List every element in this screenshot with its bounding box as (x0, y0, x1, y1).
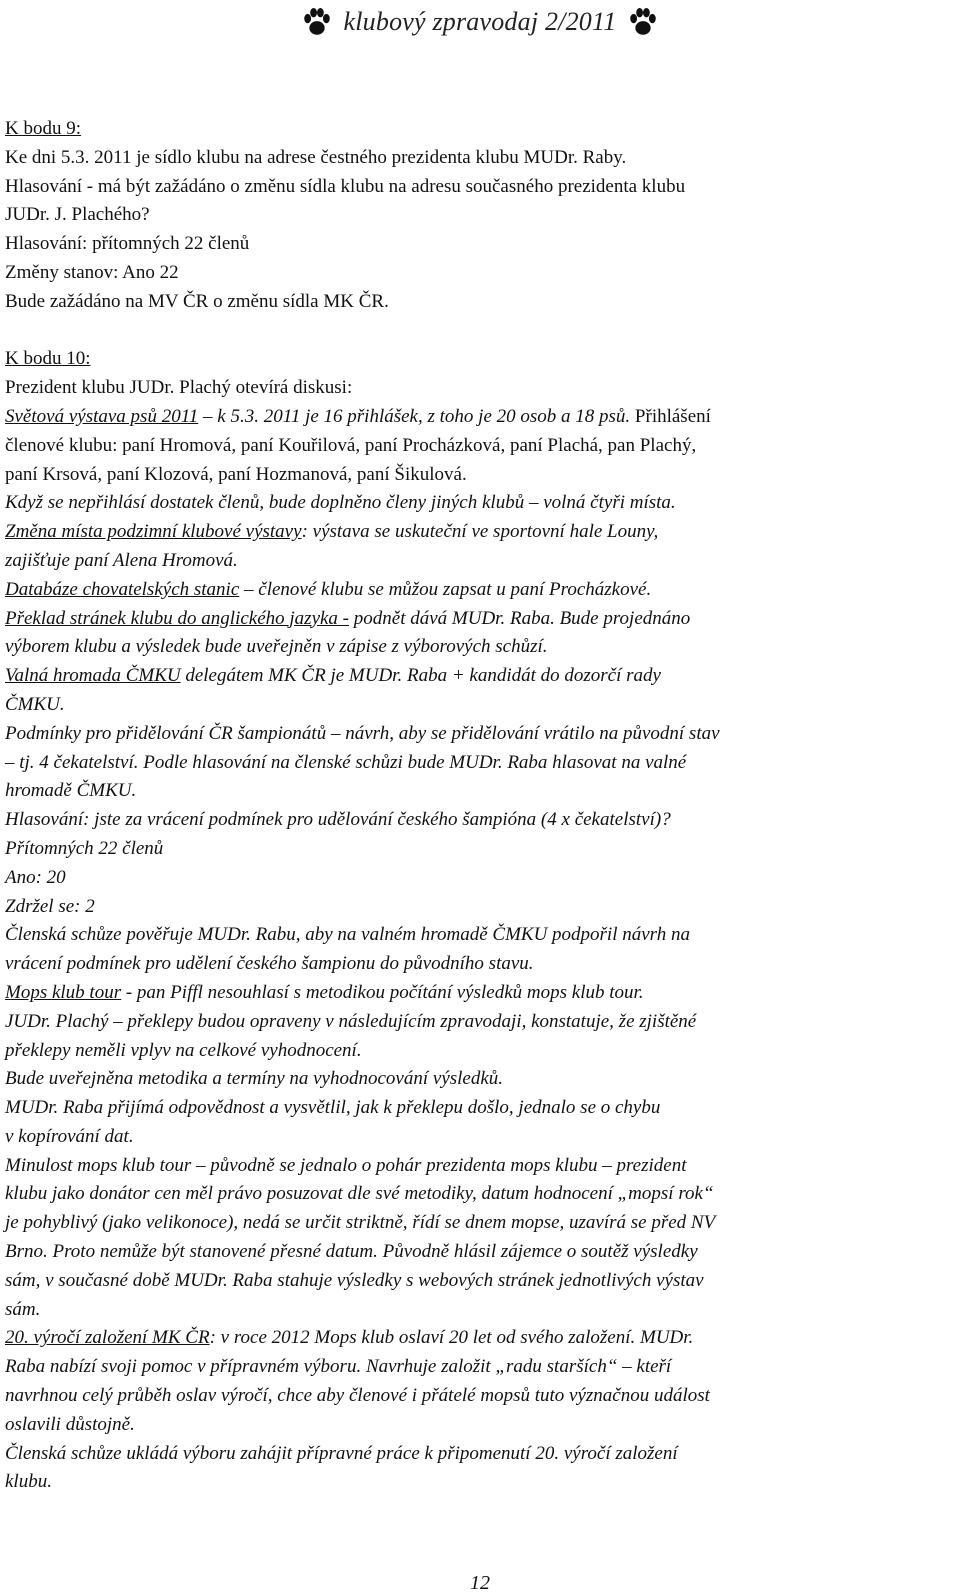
text-line (5, 576, 955, 605)
text-line (5, 806, 955, 835)
text-line (5, 1353, 955, 1382)
text-line (5, 1180, 955, 1209)
text-line (5, 749, 955, 778)
text-line (5, 979, 955, 1008)
text-segment: Minulost mops klub tour – původně se jednalo o pohár prezidenta mops klubu – prezident (5, 1154, 687, 1176)
underlined-heading: K bodu 9: (5, 118, 81, 139)
document-body (5, 115, 955, 1497)
text-line (5, 259, 955, 288)
underlined-heading: Překlad stránek klubu do anglického jazyka - (5, 607, 350, 629)
text-line (5, 201, 955, 230)
text-line (5, 1324, 955, 1353)
underlined-heading: Mops klub tour (5, 981, 122, 1003)
text-line (5, 835, 955, 864)
underlined-heading: Světová výstava psů 2011 (5, 405, 199, 427)
text-line (5, 1238, 955, 1267)
text-segment: je pohyblivý (jako velikonoce), nedá se určit striktně, řídí se dnem mopse, uzavírá se před NV (5, 1212, 716, 1234)
text-line (5, 1296, 955, 1325)
text-segment: delegátem MK ČR je MUDr. Raba + kandidát do dozorčí rady (180, 665, 661, 687)
text-segment: MUDr. Raba přijímá odpovědnost a vysvětlil, jak k překlepu došlo, jednalo se o chybu (5, 1097, 661, 1119)
text-line (5, 893, 955, 922)
text-segment: Hlasování: jste za vrácení podmínek pro udělování českého šampióna (4 x čekatelství)? (5, 809, 671, 831)
text-line (5, 461, 955, 490)
text-segment: Bude uveřejněna metodika a termíny na vyhodnocování výsledků. (5, 1068, 504, 1090)
text-line (5, 950, 955, 979)
text-line (5, 1209, 955, 1238)
text-segment: : výstava se uskuteční ve sportovní hale Louny, (301, 521, 659, 543)
text-segment: ČMKU. (5, 693, 65, 715)
text-segment: JUDr. J. Plachého? (5, 204, 150, 226)
text-segment: klubu. (5, 1471, 52, 1493)
page-number: 12 (470, 1572, 490, 1594)
text-segment: – tj. 4 čekatelství. Podle hlasování na členské schůzi bude MUDr. Raba hlasovat na valné (5, 751, 687, 773)
text-segment: vrácení podmínek pro udělení českého šampionu do původního stavu. (5, 953, 534, 975)
text-line (5, 547, 955, 576)
paw-print-icon (300, 5, 334, 39)
underlined-heading: K bodu 10: (5, 348, 91, 370)
text-segment: Prezident klubu JUDr. Plachý otevírá diskusi: (5, 377, 353, 399)
text-segment: výborem klubu a výsledek bude uveřejněn v zápise z výborových schůzí. (5, 636, 548, 658)
text-line (5, 691, 955, 720)
text-segment: Hlasování - má být zažádáno o změnu sídla klubu na adresu současného prezidenta klubu (5, 175, 686, 197)
text-segment: navrhnou celý průběh oslav výročí, chce aby členové i přátelé mopsů tuto význačnou událost (5, 1385, 710, 1407)
text-line (5, 1440, 955, 1469)
text-line (5, 288, 955, 317)
underlined-heading: Valná hromada ČMKU (5, 665, 181, 687)
text-line (5, 518, 955, 547)
text-line (5, 1411, 955, 1440)
text-segment: Když se nepřihlásí dostatek členů, bude doplněno členy jiných klubů – volná čtyři místa. (5, 492, 676, 514)
text-line (5, 1037, 955, 1066)
text-line (5, 1123, 955, 1152)
underlined-heading: Změna místa podzimní klubové výstavy (5, 521, 302, 543)
text-line (5, 432, 955, 461)
header-title: klubový zpravodaj 2/2011 (343, 7, 617, 36)
text-segment: Zdržel se: 2 (5, 895, 95, 917)
text-line (5, 144, 955, 173)
text-line (5, 374, 955, 403)
text-line (5, 864, 955, 893)
text-segment: hromadě ČMKU. (5, 780, 137, 802)
text-segment: Změny stanov: Ano 22 (5, 261, 179, 283)
text-segment: Hlasování: přítomných 22 členů (5, 233, 250, 255)
text-segment: JUDr. Plachý – překlepy budou opraveny v následujícím zpravodaji, konstatuje, že zjištěné (5, 1010, 697, 1032)
text-segment: klubu jako donátor cen měl právo posuzovat dle své metodiky, datum hodnocení „mopsí rok“ (5, 1183, 714, 1205)
text-segment: – členové klubu se můžou zapsat u paní Procházkové. (239, 578, 652, 600)
text-segment: - pan Piffl nesouhlasí s metodikou počítání výsledků mops klub tour. (121, 981, 644, 1003)
text-segment: Přihlášení (634, 405, 711, 427)
text-line (5, 720, 955, 749)
text-segment: Členská schůze ukládá výboru zahájit přípravné práce k připomenutí 20. výročí založení (5, 1442, 678, 1464)
text-line (5, 662, 955, 691)
text-line (5, 173, 955, 202)
text-line (5, 230, 955, 259)
text-line (5, 1152, 955, 1181)
underlined-heading: Databáze chovatelských stanic (5, 578, 240, 600)
text-segment: zajišťuje paní Alena Hromová. (5, 549, 238, 571)
blank-line (5, 317, 955, 346)
text-line (5, 633, 955, 662)
text-segment: paní Krsová, paní Klozová, paní Hozmanová, paní Šikulová. (5, 463, 467, 485)
text-segment: překlepy neměli vplyv na celkové vyhodnocení. (5, 1039, 362, 1061)
text-line (5, 403, 955, 432)
text-line (5, 345, 955, 374)
text-line (5, 1267, 955, 1296)
text-line (5, 1382, 955, 1411)
text-segment: Bude zažádáno na MV ČR o změnu sídla MK ČR. (5, 290, 389, 312)
text-segment: sám, v současné době MUDr. Raba stahuje výsledky s webových stránek jednotlivých výstav (5, 1269, 704, 1291)
text-segment: v kopírování dat. (5, 1125, 134, 1147)
text-line (5, 1065, 955, 1094)
text-segment: Členská schůze pověřuje MUDr. Rabu, aby na valném hromadě ČMKU podpořil návrh na (5, 924, 690, 946)
underlined-heading: 20. výročí založení MK ČR (5, 1327, 210, 1349)
text-line (5, 489, 955, 518)
text-segment: oslavili důstojně. (5, 1413, 135, 1435)
text-line (5, 1468, 955, 1497)
text-segment: členové klubu: paní Hromová, paní Kouřilová, paní Procházková, paní Plachá, pan Plachý, (5, 434, 697, 456)
text-line (5, 1008, 955, 1037)
text-line (5, 1094, 955, 1123)
text-segment: – k 5.3. 2011 je 16 přihlášek, z toho je 20 osob a 18 psů. (198, 405, 635, 427)
text-segment: Ano: 20 (5, 866, 66, 888)
text-line (5, 921, 955, 950)
paw-print-icon (626, 5, 660, 39)
text-segment: Ke dni 5.3. 2011 je sídlo klubu na adrese čestného prezidenta klubu MUDr. Raby. (5, 146, 627, 168)
text-line (5, 777, 955, 806)
text-segment: Brno. Proto nemůže být stanovené přesné datum. Původně hlásil zájemce o soutěž výsledky (5, 1241, 698, 1263)
page-header (0, 2, 960, 42)
text-segment: Podmínky pro přidělování ČR šampionátů – návrh, aby se přidělování vrátilo na původní stav (5, 722, 720, 744)
text-segment: sám. (5, 1298, 41, 1320)
text-segment: Raba nabízí svoji pomoc v přípravném výboru. Navrhuje založit „radu starších“ – kteří (5, 1356, 672, 1378)
text-segment: Přítomných 22 členů (5, 837, 164, 859)
text-segment: podnět dává MUDr. Raba. Bude projednáno (349, 607, 691, 629)
text-line (5, 605, 955, 634)
text-segment: : v roce 2012 Mops klub oslaví 20 let od svého založení. MUDr. (209, 1327, 694, 1349)
text-line (5, 115, 955, 144)
